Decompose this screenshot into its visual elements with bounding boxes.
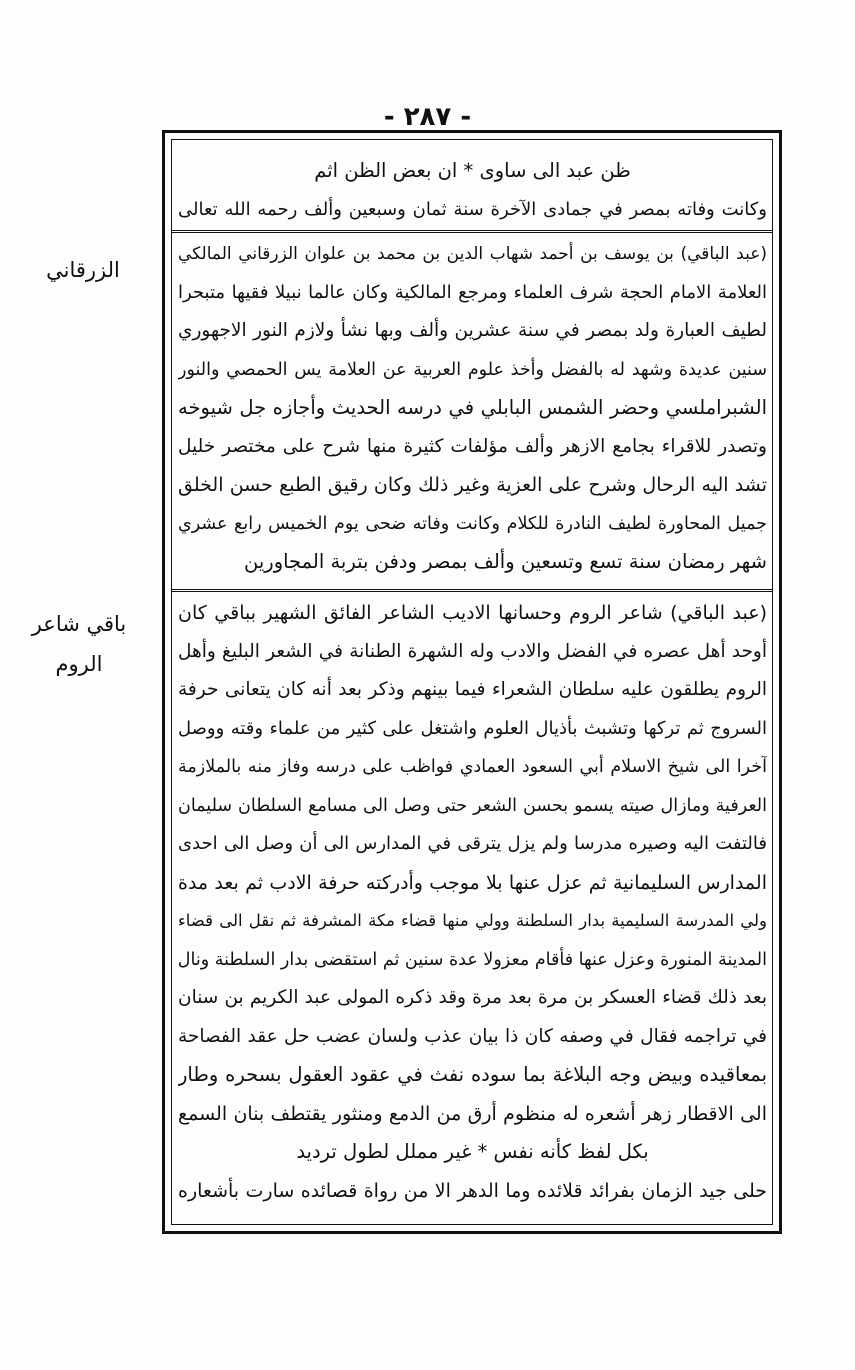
section-divider [171,589,773,592]
text-line: ولي المدرسة السليمية بدار السلطنة وولي منها قضاء مكة المشرفة ثم نقل الى قضاء [178,911,767,930]
text-line: (عبد الباقي) بن يوسف بن أحمد شهاب الدين بن محمد بن علوان الزرقاني المالكي [178,244,767,264]
text-line: المدارس السليمانية ثم عزل عنها بلا موجب وأدركته حرفة الادب ثم بعد مدة [178,871,767,894]
text-line: فالتفت اليه وصيره مدرسا ولم يزل يترقى في المدارس الى أن وصل الى احدى [178,833,767,854]
section-divider [171,230,773,233]
verse-line: بكل لفظ كأنه نفس * غير مملل لطول ترديد [296,1140,649,1163]
margin-note-zurqani: الزرقاني [46,258,120,282]
text-line: تشد اليه الرحال وشرح على العزية وغير ذلك وكان رقيق الطبع حسن الخلق [178,474,767,496]
text-line: بمعاقيده وبيض وجه البلاغة بما سوده نفث في عقود العقول بسحره وطار [178,1063,767,1086]
page-number: - ٢٨٧ - [383,102,472,132]
verse-line: ظن عبد الى ساوى * ان بعض الظن اثم [314,159,631,182]
text-line: حلى جيد الزمان بفرائد قلائده وما الدهر الا من رواة قصائده سارت بأشعاره [178,1179,767,1202]
text-line: الروم يطلقون عليه سلطان الشعراء فيما بينهم وذكر بعد أنه كان يتعانى حرفة [178,679,767,700]
margin-note-baqi-line1: باقي شاعر [31,612,127,636]
text-line: وتصدر للاقراء بجامع الازهر وألف مؤلفات كثيرة منها شرح على مختصر خليل [178,435,767,457]
text-line: شهر رمضان سنة تسع وتسعين وألف بمصر ودفن بتربة المجاورين [244,550,767,573]
intro-text [178,152,767,229]
text-line: آخرا الى شيخ الاسلام أبي السعود العمادي فواظب على درسه وفاز منه بالملازمة [178,757,767,777]
margin-note-baqi-line2: الروم [55,652,103,676]
text-line: المدينة المنورة وعزل عنها فأقام معزولا عدة سنين ثم استقضى بدار السلطنة ونال [178,949,767,970]
entry-baqi [178,594,767,1210]
entry-zurqani [178,235,767,582]
text-line: جميل المحاورة لطيف النادرة للكلام وكانت وفاته ضحى يوم الخميس رابع عشري [178,513,767,534]
text-line: لطيف العبارة ولد بمصر في سنة عشرين وألف وبها نشأ ولازم النور الاجهوري [178,320,767,341]
text-line: الشبراملسي وحضر الشمس البابلي في درسه الحديث وأجازه جل شيوخه [178,396,767,419]
text-line: السروج ثم تركها وتشبث بأذيال العلوم واشتغل على كثير من علماء وقته ووصل [178,717,767,739]
text-line: العرفية ومازال صيته يسمو بحسن الشعر حتى وصل الى مسامع السلطان سليمان [178,795,767,816]
text-line: وكانت وفاته بمصر في جمادى الآخرة سنة ثمان وسبعين وألف رحمه الله تعالى [178,198,767,220]
text-line: سنين عديدة وشهد له بالفضل وأخذ علوم العربية عن العلامة يس الحمصي والنور [178,359,767,380]
text-line: بعد ذلك قضاء العسكر بن مرة بعد مرة وقد ذكره المولى عبد الكريم بن سنان [178,987,767,1008]
text-line: أوحد أهل عصره في الفضل والادب وله الشهرة الطنانة في الشعر البليغ وأهل [178,640,767,662]
text-line: (عبد الباقي) شاعر الروم وحسانها الاديب الشاعر الفائق الشهير بباقي كان [178,602,767,624]
text-line: في تراجمه فقال في وصفه كان ذا بيان عذب ولسان عضب حل عقد الفصاحة [178,1025,767,1047]
text-line: الى الاقطار زهر أشعره له منظوم أرق من الدمع ومنثور يقتطف بنان السمع [178,1102,767,1125]
text-line: العلامة الامام الحجة شرف العلماء ومرجع المالكية وكان عالما نبيلا فقيها متبحرا [178,281,767,303]
